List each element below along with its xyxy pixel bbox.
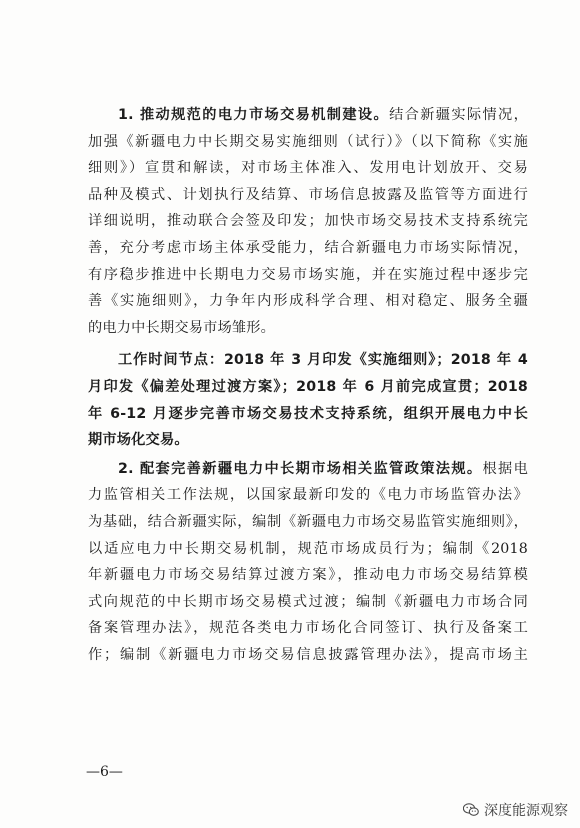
section-2-line: 年新疆电力市场交易结算过渡方案》，推动电力市场交易结算模: [88, 567, 528, 584]
timeline-line: 月印发《偏差处理过渡方案》；2018 年 6 月前完成宣贯；2018: [88, 378, 528, 395]
section-1-line: 的电力中长期交易市场雏形。: [88, 319, 276, 336]
section-1-line: 有序稳步推进中长期电力交易市场实施，并在实施过程中逐步完: [88, 266, 528, 283]
section-1-line: 详细说明，推动联合会签及印发；加快市场交易技术支持系统完: [88, 213, 528, 230]
section-1-line: 善，充分考虑市场主体承受能力，结合新疆电力市场实际情况，: [88, 239, 528, 256]
section-2-line: 作；编制《新疆电力市场交易信息披露管理办法》，提高市场主: [88, 646, 528, 663]
section-2-title: 2. 配套完善新疆电力中长期市场相关监管政策法规。: [118, 460, 483, 477]
section-2-line: 以适应电力中长期交易机制，规范市场成员行为；编制《2018: [88, 540, 528, 557]
page-number: —6—: [86, 764, 123, 780]
section-1-line: 细则》）宣贯和解读，对市场主体准入、发用电计划放开、交易: [88, 160, 528, 177]
section-2-line: 式向规范的中长期市场交易模式过渡；编制《新疆电力市场合同: [88, 593, 528, 610]
section-2-line: 力监管相关工作法规，以国家最新印发的《电力市场监管办法》: [88, 487, 528, 504]
section-1-title: 1. 推动规范的电力市场交易机制建设。: [118, 107, 390, 123]
section-2-line: 为基础，结合新疆实际，编制《新疆电力市场交易监管实施细则》，: [88, 513, 528, 530]
document-body: [88, 102, 528, 668]
section-2-text: 根据电: [482, 460, 528, 477]
section-1-text: 结合新疆实际情况，: [389, 107, 528, 123]
section-1-line: 品种及模式、计划执行及结算、市场信息披露及监管等方面进行: [88, 186, 528, 203]
section-1-line-1: [88, 102, 528, 129]
section-1-line: 善《实施细则》，力争年内形成科学合理、相对稳定、服务全疆: [88, 293, 528, 310]
wechat-icon: [463, 803, 479, 817]
watermark: [463, 800, 568, 820]
section-2-line: 备案管理办法》，规范各类电力市场化合同签订、执行及备案工: [88, 620, 528, 637]
section-1-line: 加强《新疆电力中长期交易实施细则（试行）》（以下简称《实施: [88, 133, 528, 150]
section-2-line-1: [88, 456, 528, 483]
timeline-line: 年 6-12 月逐步完善市场交易技术支持系统，组织开展电力中长: [88, 405, 528, 422]
timeline-line: 期市场化交易。: [88, 432, 189, 449]
watermark-text: 深度能源观察: [484, 803, 568, 819]
timeline-line: 工作时间节点：2018 年 3 月印发《实施细则》；2018 年 4: [118, 352, 528, 369]
